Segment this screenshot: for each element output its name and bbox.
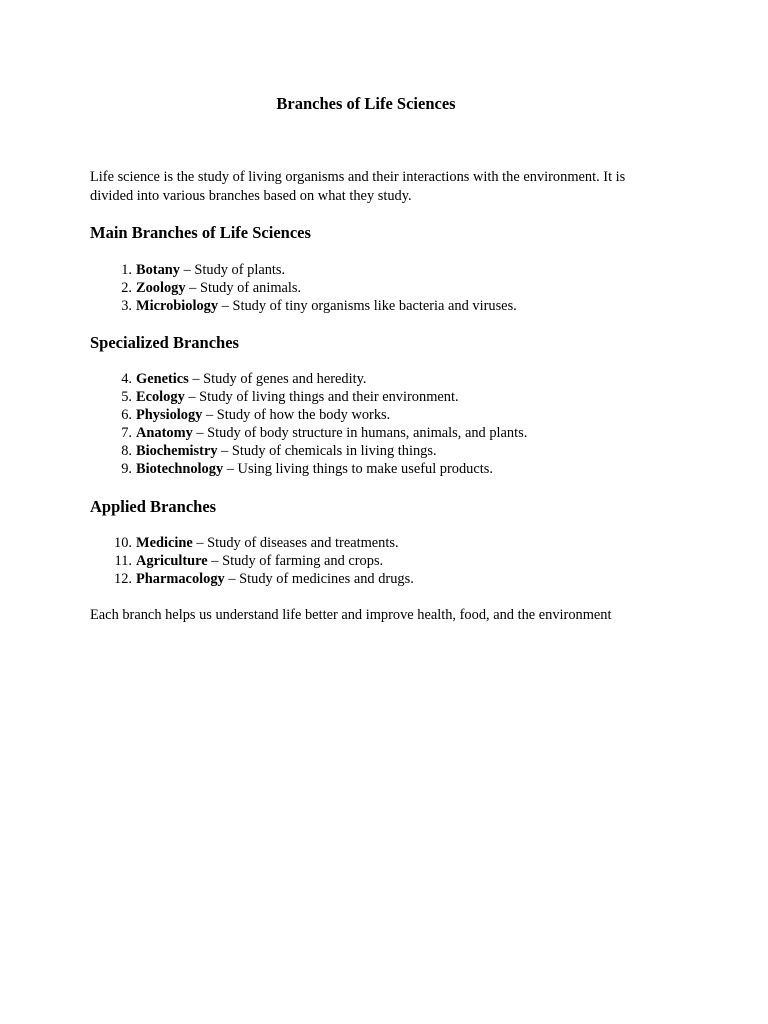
list-item-description: – Study of medicines and drugs. [224,571,414,587]
list-item-number: 3. [121,298,132,314]
list-item-number: 4. [121,371,132,387]
list-item [90,279,517,297]
list-item [90,297,517,315]
list-item-description: – Study of chemicals in living things. [217,443,437,459]
list-item [90,534,414,552]
list-item-number: 1. [121,262,132,278]
list-item [90,406,527,424]
list-item [90,552,414,570]
list-item-description: – Study of living things and their environment. [184,389,459,405]
section-heading-specialized-branches: Specialized Branches [90,333,239,352]
specialized-branches-list [90,370,527,478]
main-branches-list [90,261,517,315]
list-item-term: Biochemistry [136,443,218,459]
list-item-term: Microbiology [136,298,219,314]
list-item-number: 11. [114,553,132,569]
list-item [90,460,527,478]
intro-paragraph: Life science is the study of living organisms and their interactions with the environment. It is divided into various branches based on what they study. [90,169,626,204]
list-item-number: 2. [121,280,132,296]
list-item-term: Ecology [136,389,185,405]
list-item-number: 10. [114,535,132,551]
list-item-number: 7. [121,425,132,441]
section-heading-applied-branches: Applied Branches [90,497,217,516]
list-item-term: Genetics [136,371,189,387]
list-item-number: 5. [121,389,132,405]
list-item-description: – Study of farming and crops. [207,553,384,569]
list-item [90,442,527,460]
list-item-description: – Study of animals. [185,280,302,296]
list-item [90,261,517,279]
document-title: Branches of Life Sciences [276,94,456,113]
list-item-description: – Study of diseases and treatments. [192,535,399,551]
list-item-term: Zoology [136,280,186,296]
list-item [90,424,527,442]
list-item-term: Pharmacology [136,571,225,587]
list-item-number: 12. [114,571,132,587]
list-item-term: Anatomy [136,425,193,441]
list-item-term: Physiology [136,407,203,423]
applied-branches-list [90,534,414,588]
list-item [90,388,527,406]
list-item-number: 9. [121,461,132,477]
list-item-description: – Using living things to make useful products. [223,461,493,477]
list-item [90,370,527,388]
section-heading-main-branches: Main Branches of Life Sciences [90,223,311,242]
closing-paragraph: Each branch helps us understand life better and improve health, food, and the environment [90,607,612,623]
list-item-term: Biotechnology [136,461,224,477]
list-item-term: Botany [136,262,180,278]
list-item-description: – Study of genes and heredity. [188,371,367,387]
list-item-number: 6. [121,407,132,423]
list-item-description: – Study of plants. [179,262,286,278]
list-item-description: – Study of how the body works. [202,407,391,423]
list-item-number: 8. [121,443,132,459]
list-item-term: Medicine [136,535,193,551]
list-item-description: – Study of body structure in humans, animals, and plants. [192,425,528,441]
list-item [90,570,414,588]
list-item-description: – Study of tiny organisms like bacteria and viruses. [218,298,517,314]
list-item-term: Agriculture [136,553,208,569]
